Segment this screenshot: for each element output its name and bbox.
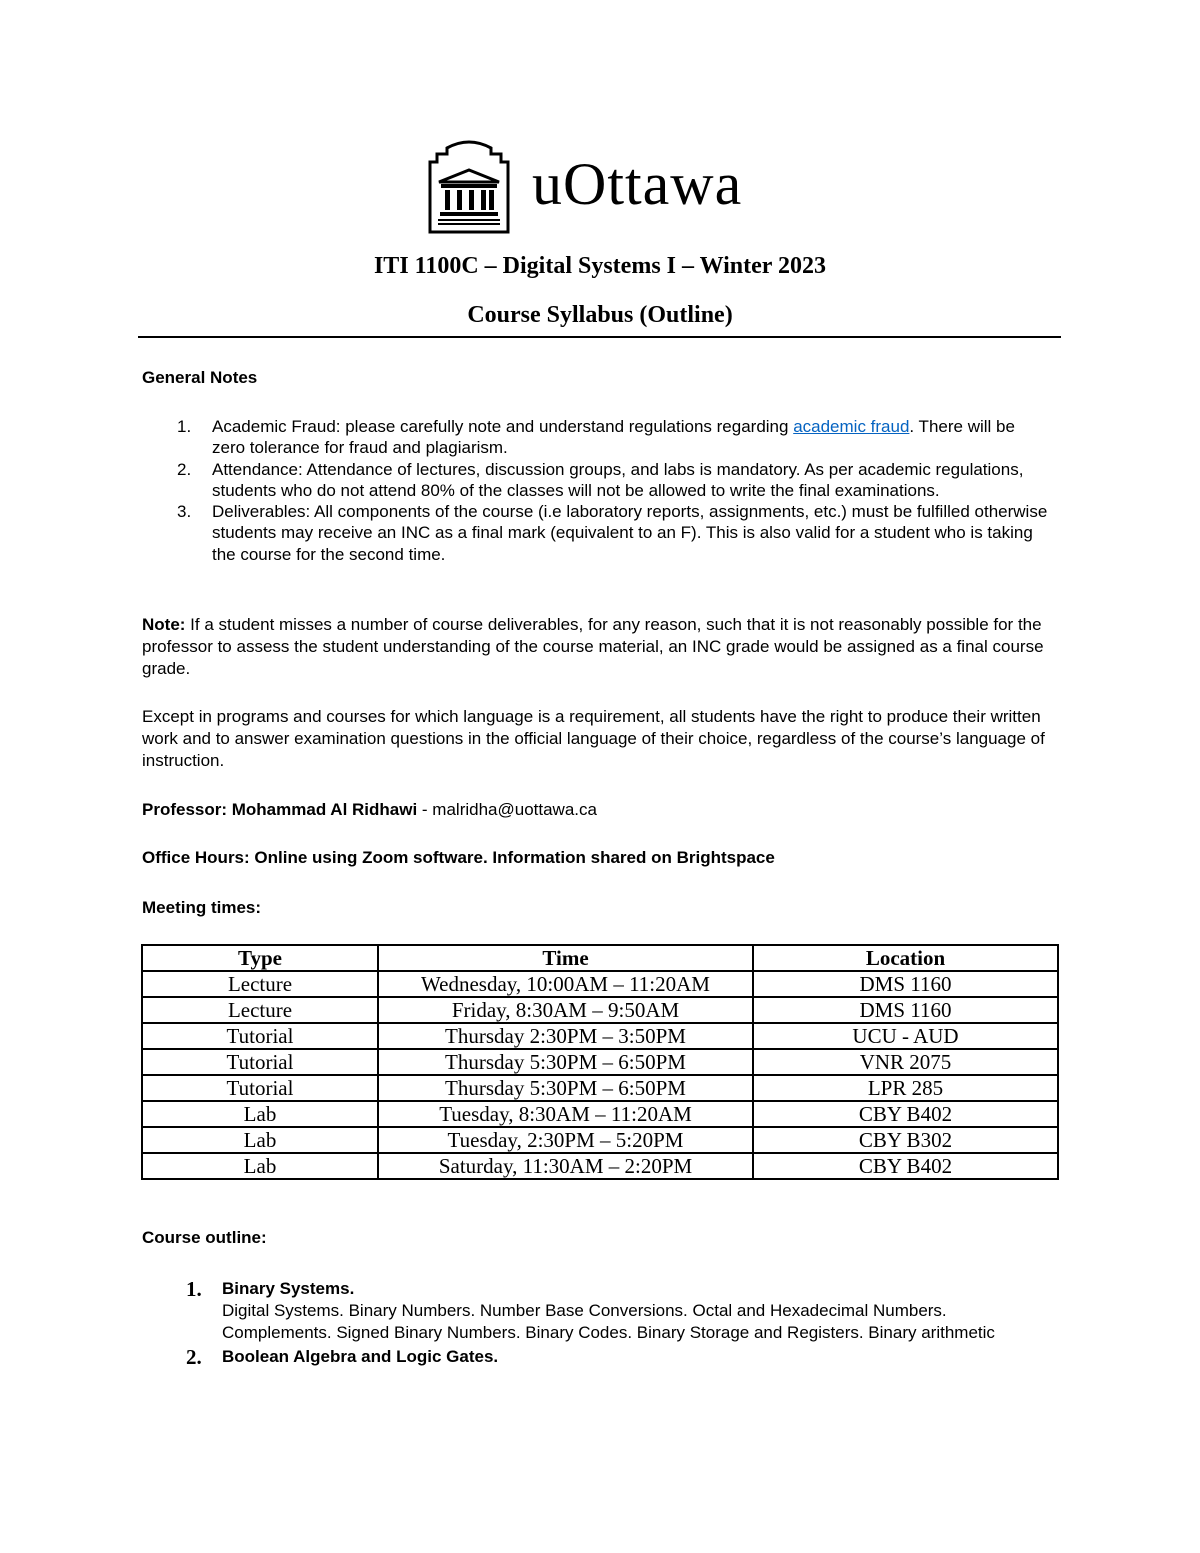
location-cell: CBY B402: [753, 1153, 1058, 1179]
course-title: ITI 1100C – Digital Systems I – Winter 2023: [373, 253, 827, 279]
inc-note-paragraph: [142, 614, 1062, 680]
outline-item-description: Digital Systems. Binary Numbers. Number Base Conversions. Octal and Hexadecimal Numbers. Complements. Signed Binary Numbers. Binary Codes. Binary Storage and Registers. Binary arithmetic: [222, 1301, 995, 1342]
outline-item: [142, 1278, 1042, 1344]
column-header: Type: [142, 945, 378, 971]
outline-item: [142, 1346, 1042, 1368]
time-cell: Tuesday, 8:30AM – 11:20AM: [378, 1101, 753, 1127]
note-text: Attendance: Attendance of lectures, discussion groups, and labs is mandatory. As per academic regulations, students who do not attend 80% of the classes will not be allowed to write the final examinations.: [212, 459, 1024, 500]
course-outline-heading: Course outline:: [142, 1228, 267, 1247]
meeting-times-table: [141, 944, 1059, 1180]
list-number: 1.: [177, 417, 192, 436]
general-notes-list: [142, 416, 1052, 565]
column-header: Location: [753, 945, 1058, 971]
list-number: 3.: [177, 502, 192, 522]
logo-wordmark: uOttawa: [532, 151, 743, 217]
table-header-row: [142, 945, 1058, 971]
uottawa-logo: [427, 140, 772, 235]
note-item: [142, 416, 1052, 459]
list-number: 2.: [186, 1345, 202, 1369]
university-building-icon: [427, 140, 512, 235]
table-row: [142, 997, 1058, 1023]
location-cell: UCU - AUD: [753, 1023, 1058, 1049]
header-divider: [138, 336, 1061, 338]
academic-fraud-link[interactable]: academic fraud: [793, 417, 910, 436]
location-cell: VNR 2075: [753, 1049, 1058, 1075]
list-number: 2.: [177, 459, 192, 479]
time-cell: Saturday, 11:30AM – 2:20PM: [378, 1153, 753, 1179]
list-number: 1.: [186, 1277, 202, 1301]
professor-name: Professor: Mohammad Al Ridhawi: [142, 800, 418, 819]
table-row: [142, 1075, 1058, 1101]
table-row: [142, 1023, 1058, 1049]
note-text-after: . There will be zero tolerance for fraud and plagiarism.: [212, 417, 1015, 458]
type-cell: Lab: [142, 1127, 378, 1153]
general-notes-heading: General Notes: [142, 368, 258, 387]
type-cell: Tutorial: [142, 1049, 378, 1075]
type-cell: Lab: [142, 1101, 378, 1127]
language-paragraph: Except in programs and courses for which language is a requirement, all students have the right to produce their written work and to answer examination questions in the official language of their choice, regardless of the course’s language of instruction.: [142, 707, 1045, 770]
time-cell: Thursday 5:30PM – 6:50PM: [378, 1075, 753, 1101]
table-row: [142, 971, 1058, 997]
professor-line: [142, 799, 1062, 821]
time-cell: Tuesday, 2:30PM – 5:20PM: [378, 1127, 753, 1153]
location-cell: CBY B402: [753, 1101, 1058, 1127]
time-cell: Wednesday, 10:00AM – 11:20AM: [378, 971, 753, 997]
outline-item-title: Binary Systems.: [222, 1279, 355, 1298]
location-cell: LPR 285: [753, 1075, 1058, 1101]
meeting-times-heading: Meeting times:: [142, 898, 262, 917]
course-outline-list: [142, 1278, 1042, 1368]
table-row: [142, 1049, 1058, 1075]
table-row: [142, 1101, 1058, 1127]
note-text: Academic Fraud: please carefully note and understand regulations regarding: [212, 417, 794, 436]
document-subtitle: Course Syllabus (Outline): [467, 302, 733, 328]
column-header: Time: [378, 945, 753, 971]
type-cell: Lecture: [142, 971, 378, 997]
type-cell: Tutorial: [142, 1075, 378, 1101]
type-cell: Lecture: [142, 997, 378, 1023]
time-cell: Friday, 8:30AM – 9:50AM: [378, 997, 753, 1023]
outline-item-title: Boolean Algebra and Logic Gates.: [222, 1347, 499, 1366]
professor-email: - malridha@uottawa.ca: [417, 800, 597, 819]
office-hours: Office Hours: Online using Zoom software. Information shared on Brightspace: [142, 848, 775, 867]
location-cell: CBY B302: [753, 1127, 1058, 1153]
type-cell: Lab: [142, 1153, 378, 1179]
location-cell: DMS 1160: [753, 971, 1058, 997]
location-cell: DMS 1160: [753, 997, 1058, 1023]
table-row: [142, 1127, 1058, 1153]
type-cell: Tutorial: [142, 1023, 378, 1049]
note-body: If a student misses a number of course deliverables, for any reason, such that it is not reasonably possible for the professor to assess the student understanding of the course material, an INC grade would be assigned as a final course grade.: [142, 615, 1044, 678]
time-cell: Thursday 2:30PM – 3:50PM: [378, 1023, 753, 1049]
note-text: Deliverables: All components of the course (i.e laboratory reports, assignments, etc.) must be fulfilled otherwise students may receive an INC as a final mark (equivalent to an F). This is also valid for a student who is taking the course for the second time.: [212, 502, 1048, 564]
note-label: Note:: [142, 615, 186, 634]
time-cell: Thursday 5:30PM – 6:50PM: [378, 1049, 753, 1075]
note-item: [142, 459, 1052, 502]
note-item: [142, 501, 1052, 565]
table-row: [142, 1153, 1058, 1179]
